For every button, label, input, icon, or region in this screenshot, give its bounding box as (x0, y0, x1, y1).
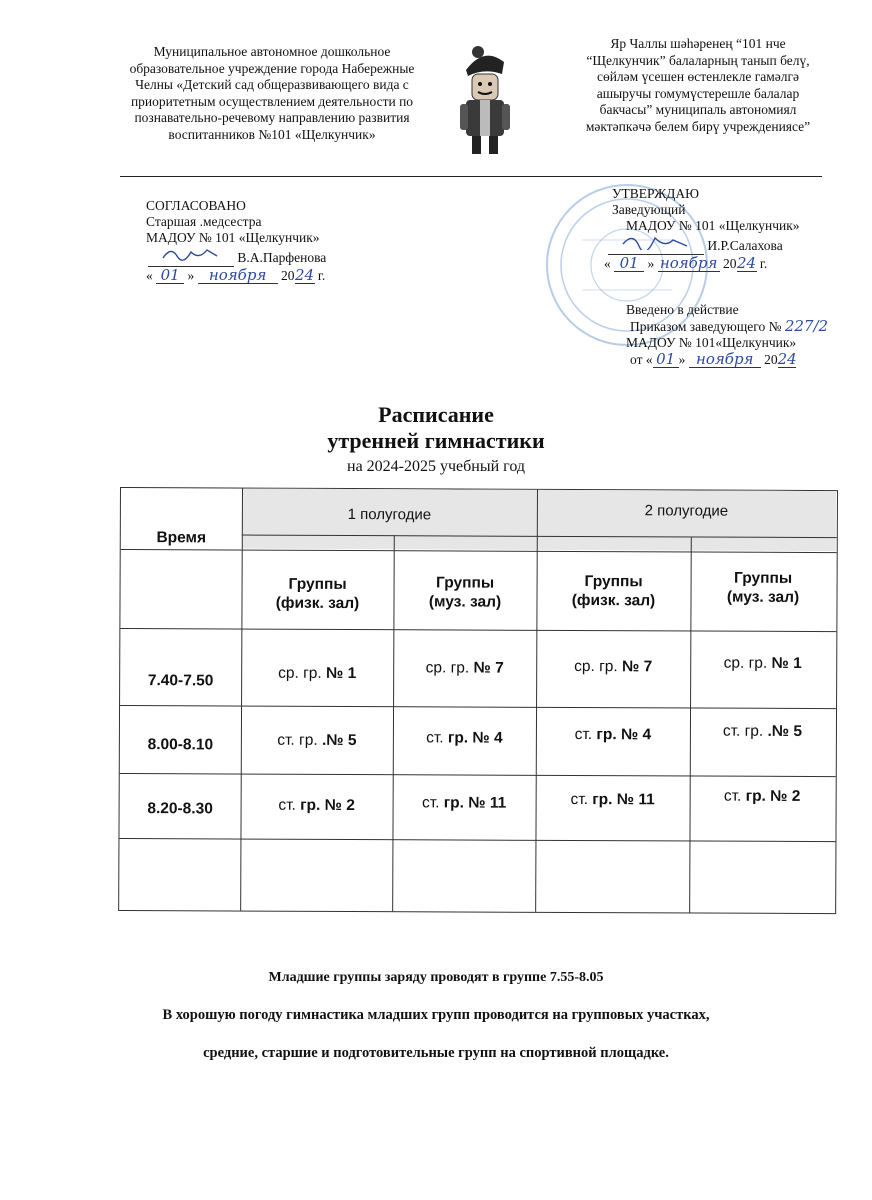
year-mark: г. (759, 256, 768, 271)
approval-date (146, 267, 446, 284)
grid-line (535, 490, 538, 912)
quote-close: » (647, 256, 655, 271)
document-subtitle: на 2024-2025 учебный год (347, 458, 525, 475)
org-line: Муниципальное автономное дошкольное (153, 44, 391, 59)
grid-line (120, 773, 836, 777)
group-header-line1: Группы (584, 573, 643, 591)
approval-name: В.А.Парфенова (237, 250, 327, 265)
grid-line (119, 838, 835, 842)
org-line: Челны «Детский сад общеразвивающего вида с (135, 77, 409, 92)
time-header: Время (156, 529, 207, 547)
header-divider (120, 176, 822, 177)
quote-close: » (187, 268, 195, 283)
order-day: 01 (653, 351, 679, 368)
group-number: № 1 (771, 654, 802, 672)
group-number: гр. № 11 (592, 791, 655, 809)
group-cell (393, 794, 536, 813)
group-prefix: ст. (570, 790, 593, 809)
group-cell (241, 797, 393, 816)
group-cell (690, 722, 835, 741)
group-prefix: ст. (574, 725, 597, 744)
order-month: ноября (689, 351, 761, 368)
nutcracker-logo (452, 40, 516, 158)
approval-block-approved (604, 186, 852, 368)
quote-open: « (604, 256, 611, 271)
group-number: гр. № 2 (745, 787, 801, 805)
group-cell (241, 732, 393, 751)
group-number: гр. № 4 (596, 726, 652, 744)
group-number: № 1 (325, 664, 357, 683)
org-line: приоритетным осуществлением деятельности по (130, 93, 414, 109)
date-month: ноября (658, 255, 720, 272)
group-cell (536, 658, 690, 677)
approval-label: СОГЛАСОВАНО (146, 198, 246, 213)
year-mark: г. (317, 268, 326, 283)
group-cell (536, 791, 690, 810)
org-line: воспитанников №101 «Щелкунчик» (168, 126, 376, 142)
time-cell: 8.20-8.30 (147, 800, 213, 818)
group-header-line1: Группы (288, 575, 347, 593)
document-title: Расписание (378, 402, 494, 427)
year-prefix: 20 (281, 268, 295, 283)
grid-line (120, 628, 836, 632)
group-prefix: ст. (278, 796, 301, 814)
group-header (690, 568, 835, 607)
order-label: Приказом заведующего № (630, 319, 782, 334)
group-prefix: ср. гр. (723, 654, 772, 672)
quote-close: » (678, 352, 686, 367)
order-date (630, 351, 870, 368)
group-number: .№ 5 (767, 722, 803, 740)
group-header-line1: Группы (734, 569, 793, 587)
group-number: гр. № 4 (447, 729, 503, 747)
order-line (630, 318, 870, 335)
org-line: Яр Чаллы шәһәренең “101 нче (610, 36, 786, 51)
group-number: № 7 (622, 658, 653, 676)
group-prefix: ст. (421, 794, 444, 812)
time-cell: 7.40-7.50 (147, 672, 214, 690)
group-cell (690, 654, 835, 673)
org-line: сөйләм үсешен өстенлекле гамәлгә (596, 69, 800, 84)
document-title-line2: утренней гимнастики (327, 428, 545, 453)
signature-blank (608, 234, 704, 255)
org-line: познавательно-речевому направлению развития (134, 110, 410, 125)
group-prefix: ст. (723, 787, 746, 805)
date-day: 01 (156, 267, 184, 284)
approval-org: МАДОУ № 101 «Щелкунчик» (146, 230, 320, 245)
note-junior-groups: Младшие группы заряду проводят в группе 7.55-8.05 (268, 970, 604, 985)
note-other-groups: средние, старшие и подготовительные групп на спортивной площадке. (203, 1045, 669, 1061)
group-prefix: ср. гр. (425, 659, 474, 677)
signature-mark (161, 246, 221, 262)
approval-org: МАДОУ № 101 «Щелкунчик» (626, 218, 800, 233)
date-month: ноября (198, 267, 278, 284)
group-number: .№ 5 (321, 731, 357, 750)
group-prefix: ср. гр. (278, 664, 327, 682)
semester-header-1: 1 полугодие (347, 505, 432, 524)
group-header-line2: (физк. зал) (275, 594, 360, 613)
schedule-table (118, 487, 838, 914)
approval-block-agreed (146, 198, 446, 284)
grid-line (240, 489, 243, 911)
signature-mark (621, 234, 691, 250)
grid-line (120, 705, 836, 709)
time-cell: 8.00-8.10 (147, 736, 214, 754)
group-prefix: ст. гр. (722, 722, 768, 740)
quote-open: « (146, 268, 153, 283)
year-suffix: 24 (294, 266, 315, 284)
org-line: образовательное учреждение города Набережные (129, 60, 415, 76)
group-cell (536, 726, 690, 745)
group-cell (393, 729, 536, 748)
order-from: от « (630, 352, 653, 367)
approval-signature-line (608, 234, 848, 255)
group-header (393, 573, 536, 612)
date-day: 01 (614, 255, 644, 272)
semester-header-2: 2 полугодие (644, 502, 729, 520)
group-header-line2: (муз. зал) (428, 593, 502, 611)
group-number: гр. № 2 (300, 796, 355, 815)
group-cell (690, 787, 835, 806)
enacted-label: Введено в действие (626, 302, 739, 317)
year-suffix: 24 (736, 254, 757, 272)
group-header-line1: Группы (436, 574, 495, 592)
group-header-line2: (муз. зал) (726, 588, 800, 606)
org-name-russian (112, 44, 432, 143)
year-suffix: 24 (777, 350, 797, 368)
group-cell (241, 665, 393, 684)
note-weather: В хорошую погоду гимнастика младших групп проводится на групповых участках, (162, 1007, 710, 1023)
org-line: бакчасы” муниципаль автономиял (599, 102, 797, 117)
org-line: ашыручы гомумүстерешле балалар (596, 85, 800, 101)
group-header-line2: (физк. зал) (571, 591, 656, 610)
approval-label: УТВЕРЖДАЮ (612, 186, 700, 201)
group-prefix: ст. гр. (277, 731, 322, 749)
group-prefix: ст. (426, 729, 448, 747)
group-number: гр. № 11 (443, 794, 507, 812)
group-header (536, 572, 690, 611)
group-header (241, 575, 393, 614)
approval-signature-line (146, 246, 446, 267)
group-prefix: ср. гр. (574, 657, 623, 676)
approval-date (604, 255, 844, 272)
approval-position: Заведующий (612, 202, 686, 217)
year-prefix: 20 (764, 352, 778, 367)
org-line: мәктәпкәчә белем бирү учреждениясе” (585, 118, 811, 134)
approval-name: И.Р.Салахова (707, 238, 783, 253)
signature-blank (148, 246, 234, 267)
approval-position: Старшая .медсестра (146, 214, 262, 229)
order-number: 227/2 (784, 317, 829, 335)
order-org: МАДОУ № 101«Щелкунчик» (626, 335, 797, 350)
org-name-tatar (548, 36, 848, 135)
group-cell (393, 659, 536, 678)
year-prefix: 20 (723, 256, 737, 271)
org-line: “Щелкунчик” балаларның танып белү, (586, 52, 810, 68)
group-number: № 7 (473, 659, 504, 677)
